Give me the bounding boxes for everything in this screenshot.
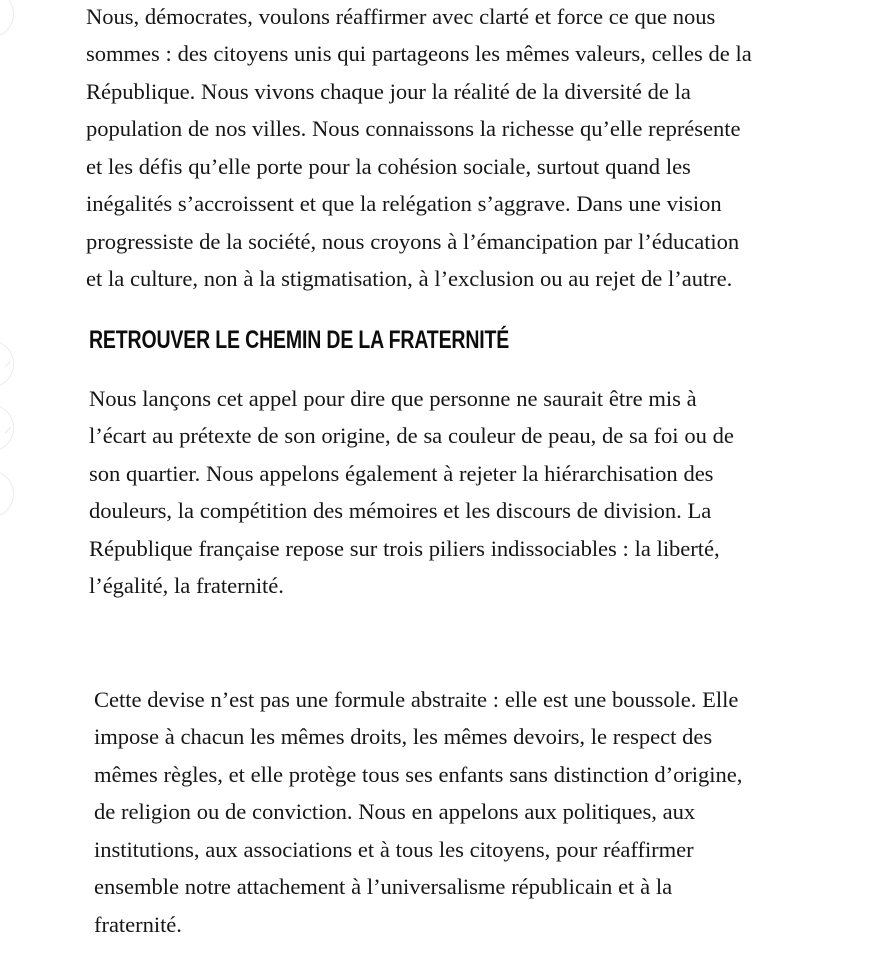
share-button-2[interactable] — [0, 340, 14, 388]
section-heading: RETROUVER LE CHEMIN DE LA FRATERNITÉ — [89, 326, 510, 354]
paragraph-line: l’égalité, la fraternité. — [89, 573, 284, 599]
paragraph-line: République. Nous vivons chaque jour la réalité de la diversité de la — [86, 78, 691, 104]
article-paragraph-2 — [89, 380, 734, 605]
paragraph-line: population de nos villes. Nous connaissons la richesse qu’elle représente — [86, 116, 741, 142]
share-rail — [0, 0, 16, 964]
share-circle-icon — [0, 471, 15, 519]
paragraph-line: Nous lançons cet appel pour dire que personne ne saurait être mis à — [89, 386, 697, 411]
share-circle-icon — [0, 0, 15, 39]
paragraph-line: et la culture, non à la stigmatisation, à l’exclusion ou au rejet de l’autre. — [86, 266, 733, 292]
paragraph-line: son quartier. Nous appelons également à rejeter la hiérarchisation des — [89, 460, 714, 486]
paragraph-line: République française repose sur trois piliers indissociables : la liberté, — [89, 535, 720, 561]
paragraph-line: impose à chacun les mêmes droits, les mêmes devoirs, le respect des — [94, 724, 713, 750]
paragraph-line: et les défis qu’elle porte pour la cohésion sociale, surtout quand les — [86, 153, 691, 179]
share-check-icon — [0, 405, 15, 453]
share-button-3[interactable] — [0, 404, 14, 452]
paragraph-line: mêmes règles, et elle protège tous ses enfants sans distinction d’origine, — [94, 761, 743, 787]
paragraph-line: sommes : des citoyens unis qui partageons les mêmes valeurs, celles de la — [86, 41, 752, 67]
share-button-1[interactable] — [0, 0, 14, 38]
paragraph-line: Cette devise n’est pas une formule abstraite : elle est une boussole. Elle — [94, 687, 739, 712]
article-paragraph-1 — [86, 0, 752, 298]
paragraph-line: l’écart au prétexte de son origine, de sa couleur de peau, de sa foi ou de — [89, 423, 734, 449]
paragraph-line: institutions, aux associations et à tous les citoyens, pour réaffirmer — [94, 836, 694, 862]
paragraph-line: de religion ou de conviction. Nous en appelons aux politiques, aux — [94, 799, 696, 825]
paragraph-line: douleurs, la compétition des mémoires et les discours de division. La — [89, 498, 712, 524]
paragraph-line: ensemble notre attachement à l’universalisme républicain et à la — [94, 874, 673, 900]
share-check-icon — [0, 341, 15, 389]
paragraph-line: fraternité. — [94, 911, 182, 937]
article-paragraph-3 — [94, 681, 742, 943]
paragraph-line: progressiste de la société, nous croyons à l’émancipation par l’éducation — [86, 228, 740, 254]
share-button-4[interactable] — [0, 470, 14, 518]
paragraph-line: inégalités s’accroissent et que la relégation s’aggrave. Dans une vision — [86, 191, 722, 217]
paragraph-line: Nous, démocrates, voulons réaffirmer avec clarté et force ce que nous — [86, 4, 716, 29]
